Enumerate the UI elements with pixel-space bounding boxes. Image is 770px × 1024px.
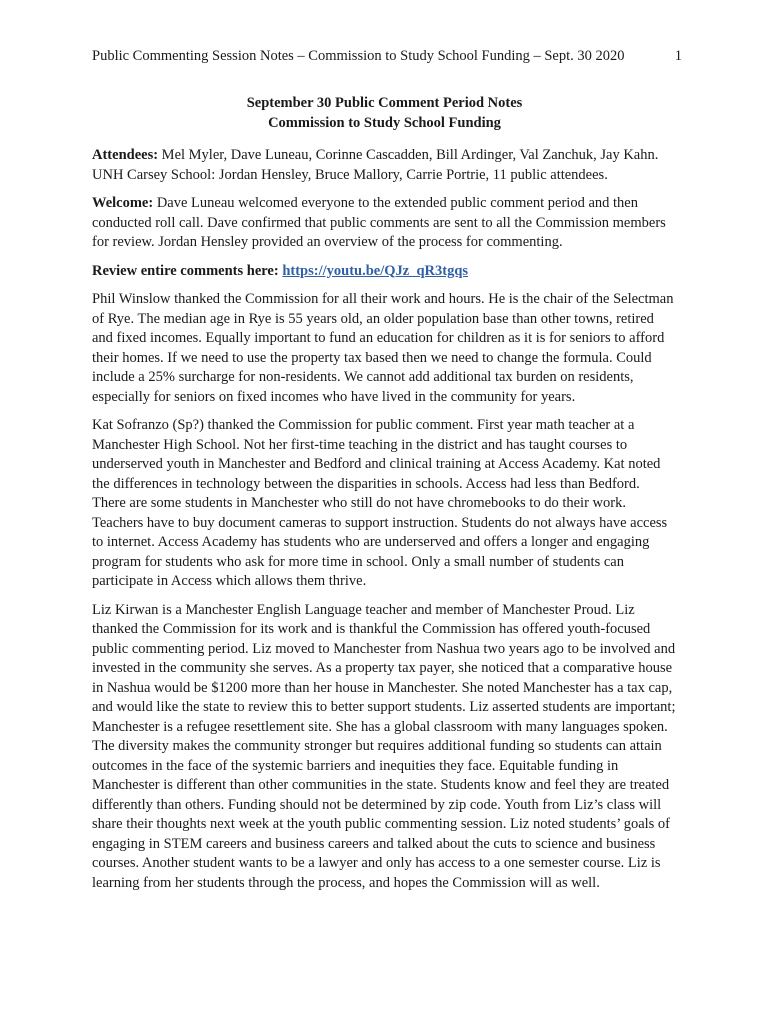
welcome-paragraph [92,194,676,253]
comment-paragraph-phil: Phil Winslow thanked the Commission for all their work and hours. He is the chair of the Selectman of Rye. The median age in Rye is 55 years old, an older population base than other towns, retired and fixed incomes. Equally important to fund an education for children as it is for seniors to afford their homes. If we need to use the property tax based then we need to change the formula. Could include a 25% surcharge for non-residents. We cannot add additional tax burden on residents, especially for seniors on fixed incomes who have lived in the community for years. [92,291,674,405]
welcome-text: Dave Luneau welcomed everyone to the extended public comment period and then conducted roll call. Dave confirmed that public comments are sent to all the Commission members for review. Jordan Hensley provided an overview of the process for commenting. [92,195,666,250]
document-title [92,94,677,133]
review-label: Review entire comments here: [92,262,283,279]
attendees-text: Mel Myler, Dave Luneau, Corinne Cascadden, Bill Ardinger, Val Zanchuk, Jay Kahn. UNH Carsey School: Jordan Hensley, Bruce Mallory, Carrie Portrie, 11 public attendees. [92,147,659,183]
comment-paragraph-liz: Liz Kirwan is a Manchester English Language teacher and member of Manchester Proud. Liz thanked the Commission for its work and is thankful the Commission has offered youth-focused public commenting period. Liz moved to Manchester from Nashua two years ago to be involved and invested in the community she serves. As a property tax payer, she noticed that a comparative house in Nashua would be $1200 more than her house in Manchester. She noted Manchester has a tax cap, and would like the state to review this to better support students. Liz asserted students are important; Manchester is a refugee resettlement site. She has a global classroom with many languages spoken. The diversity makes the community stronger but requires additional funding so students can attain outcomes in the face of the systemic barriers and inequities they face. Equitable funding in Manchester is different than other communities in the state. Students know and feel they are treated differently than others. Funding should not be determined by zip code. Youth from Liz’s class will share their thoughts next week at the youth public commenting session. Liz noted students’ goals of engaging in STEM careers and business careers and talked about the cuts to science and business courses. Another student wants to be a lawyer and only has access to a one semester course. Liz is learning from her students through the process, and hopes the Commission will as well. [92,601,676,891]
welcome-label: Welcome: [92,195,154,211]
attendees-paragraph [92,146,676,185]
title-line-2: Commission to Study School Funding [268,114,501,131]
attendees-label: Attendees: [92,147,159,163]
title-line-1: September 30 Public Comment Period Notes [246,95,523,111]
page-header [92,46,682,66]
review-paragraph [92,262,676,282]
comment-paragraph-kat: Kat Sofranzo (Sp?) thanked the Commission for public comment. First year math teacher at a Manchester High School. Not her first-time teaching in the district and has taught courses to underserved youth in Manchester and Bedford and clinical training at Access Academy. Kat noted the differences in technology between the disparities in schools. Access had less than Bedford. There are some students in Manchester who still do not have chromebooks to do their work. Teachers have to buy document cameras to support instruction. Students do not always have access to internet. Access Academy has students who are underserved and offers a longer and engaging program for students who ask for more time in school. Only a small number of students can participate in Access which allows them thrive. [92,417,668,589]
review-link[interactable]: https://youtu.be/QJz_qR3tgqs [282,262,469,279]
page-number: 1 [674,48,682,64]
document-body [92,146,676,902]
running-title: Public Commenting Session Notes – Commission to Study School Funding – Sept. 30 2020 [92,48,625,64]
